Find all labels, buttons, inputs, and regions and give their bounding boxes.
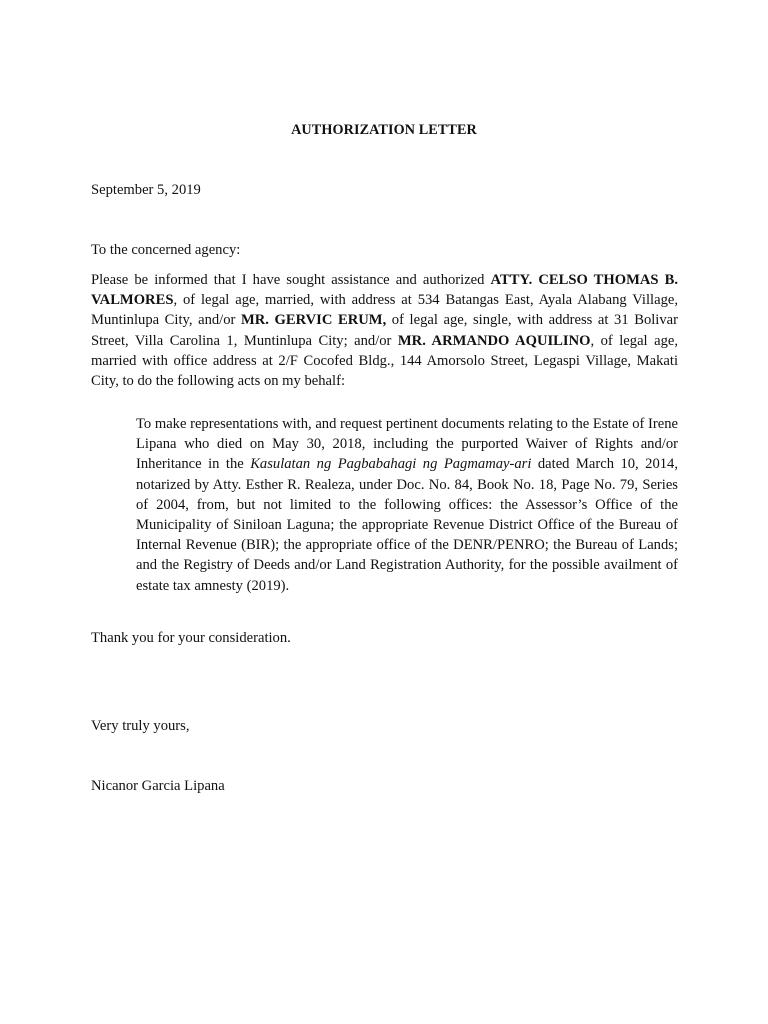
letter-date: September 5, 2019 (91, 182, 201, 198)
document-title: Kasulatan ng Pagbabahagi ng Pagmamay-ari (250, 456, 532, 473)
acts-text-2: dated March 10, 2014, notarized by Atty. Esther R. Realeza, under Doc. No. 84, Book No. 18, Page No. 79, Series of 2004, from, but not limited to the following offices: the Assessor’s Office of the Municipality of Siniloan Laguna; the appropriate Revenue District Office of the Bureau of Internal Revenue (BIR); the appropriate office of the DENR/PENRO; the Bureau of Lands; and the Registry of Deeds and/or Land Registration Authority, for the possible availment of estate tax amnesty (2019). (136, 456, 678, 594)
intro-text: Please be informed that I have sought assistance and authorized (91, 272, 491, 288)
salutation: To the concerned agency: (91, 242, 241, 258)
address-text-3: , of legal age, married with office address at 2/F Cocofed Bldg., 144 Amorsolo Street, Legaspi Village, Makati City, to do the following acts on my behalf: (91, 332, 678, 390)
closing-line: Very truly yours, (91, 718, 190, 734)
signatory-name: Nicanor Garcia Lipana (91, 778, 225, 794)
authorization-paragraph (91, 270, 678, 391)
authorized-person-3: MR. ARMANDO AQUILINO (397, 332, 591, 349)
letter-title: AUTHORIZATION LETTER (291, 122, 477, 138)
address-text-2: of legal age, single, with address at 31 Bolivar Street, Villa Carolina 1, Muntinlupa City; and/or (91, 312, 679, 349)
acts-text-1: To make representations with, and request pertinent documents relating to the Estate of Irene Lipana who died on May 30, 2018, including the purported Waiver of Rights and/or Inheritance in the (136, 416, 679, 473)
address-text-1: , of legal age, married, with address at 534 Batangas East, Ayala Alabang Village, Muntinlupa City, and/or (91, 292, 678, 329)
authorized-person-2: MR. GERVIC ERUM, (240, 312, 387, 329)
acts-paragraph (136, 414, 678, 596)
authorized-person-1: ATTY. CELSO THOMAS B. VALMORES (91, 272, 678, 309)
thanks-line: Thank you for your consideration. (91, 630, 291, 646)
